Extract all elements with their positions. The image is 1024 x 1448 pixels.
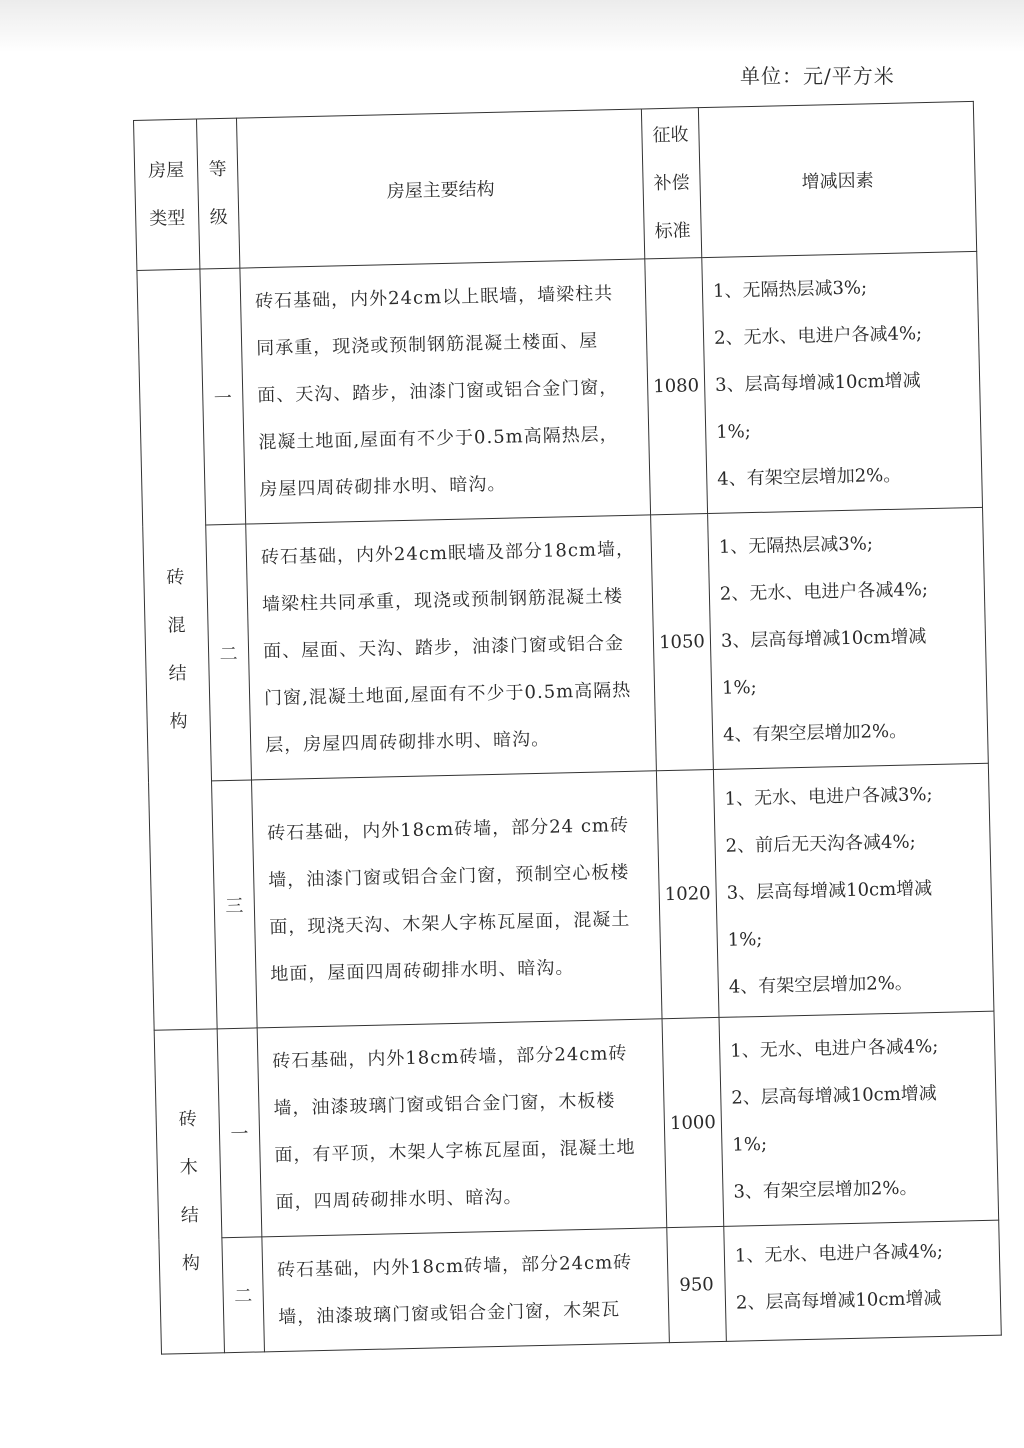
factors-cell: 1、无水、电进户各减4%; 2、层高每增减10cm增减 bbox=[724, 1220, 1002, 1341]
header-grade: 等 级 bbox=[196, 118, 239, 269]
factors-cell: 1、无隔热层减3%; 2、无水、电进户各减4%; 3、层高每增减10cm增减 1%; 4、有架空层增加2%。 bbox=[702, 251, 983, 513]
grade-cell: 二 bbox=[206, 524, 252, 781]
scan-shadow bbox=[0, 0, 1024, 52]
structure-cell: 砖石基础，内外18cm砖墙，部分24 cm砖墙，油漆门窗或铝合金门窗，预制空心板楼面，现浇天沟、木架人字栋瓦屋面，混凝土地面，屋面四周砖砌排水明、暗沟。 bbox=[252, 771, 663, 1028]
grade-cell: 三 bbox=[212, 780, 258, 1029]
factors-cell: 1、无水、电进户各减4%; 2、层高每增减10cm增减 1%; 3、有架空层增加2%。 bbox=[719, 1011, 999, 1226]
header-structure: 房屋主要结构 bbox=[236, 109, 644, 268]
compensation-table bbox=[133, 101, 1002, 1355]
standard-cell: 950 bbox=[667, 1226, 727, 1342]
header-type: 房屋 类型 bbox=[134, 119, 200, 270]
standard-cell: 1000 bbox=[662, 1017, 724, 1227]
table-row bbox=[137, 251, 983, 526]
unit-label: 单位：元/平方米 bbox=[740, 64, 895, 88]
table-row bbox=[149, 763, 994, 1030]
structure-cell: 砖石基础，内外18cm砖墙，部分24cm砖墙，油漆玻璃门窗或铝合金门窗，木架瓦 bbox=[262, 1228, 670, 1352]
header-row bbox=[134, 101, 977, 270]
table-row bbox=[154, 1011, 999, 1239]
factors-cell: 1、无隔热层减3%; 2、无水、电进户各减4%; 3、层高每增减10cm增减 1%; 4、有架空层增加2%。 bbox=[708, 507, 989, 769]
grade-cell: 一 bbox=[200, 268, 246, 525]
table-row bbox=[143, 507, 989, 782]
standard-cell: 1020 bbox=[656, 769, 719, 1018]
grade-cell: 二 bbox=[222, 1237, 265, 1353]
structure-cell: 砖石基础，内外24cm眠墙及部分18cm墙，墙梁柱共同承重，现浇或预制钢筋混凝土楼面、屋面、天沟、踏步，油漆门窗或铝合金门窗,混凝土地面,屋面有不少于0.5m高隔热层，房屋四周砖砌排水明、暗沟。 bbox=[246, 515, 657, 780]
grade-cell: 一 bbox=[217, 1028, 262, 1238]
type-cell-brick-wood: 砖 木 结 构 bbox=[154, 1029, 224, 1354]
table-row bbox=[159, 1220, 1001, 1354]
structure-cell: 砖石基础，内外24cm以上眠墙，墙梁柱共同承重，现浇或预制钢筋混凝土楼面、屋面、天沟、踏步，油漆门窗或铝合金门窗，混凝土地面,屋面有不少于0.5m高隔热层，房屋四周砖砌排水明、暗沟。 bbox=[240, 259, 651, 524]
type-cell-brick-concrete: 砖 混 结 构 bbox=[137, 269, 217, 1030]
standard-cell: 1080 bbox=[645, 258, 708, 515]
header-standard: 征收 补偿 标准 bbox=[641, 108, 701, 259]
header-factors: 增减因素 bbox=[698, 101, 976, 257]
standard-cell: 1050 bbox=[651, 514, 714, 771]
factors-cell: 1、无水、电进户各减3%; 2、前后无天沟各减4%; 3、层高每增减10cm增减 1%; 4、有架空层增加2%。 bbox=[713, 763, 994, 1017]
structure-cell: 砖石基础，内外18cm砖墙，部分24cm砖墙，油漆玻璃门窗或铝合金门窗，木板楼面，有平顶，木架人字栋瓦屋面，混凝土地面，四周砖砌排水明、暗沟。 bbox=[257, 1019, 667, 1237]
